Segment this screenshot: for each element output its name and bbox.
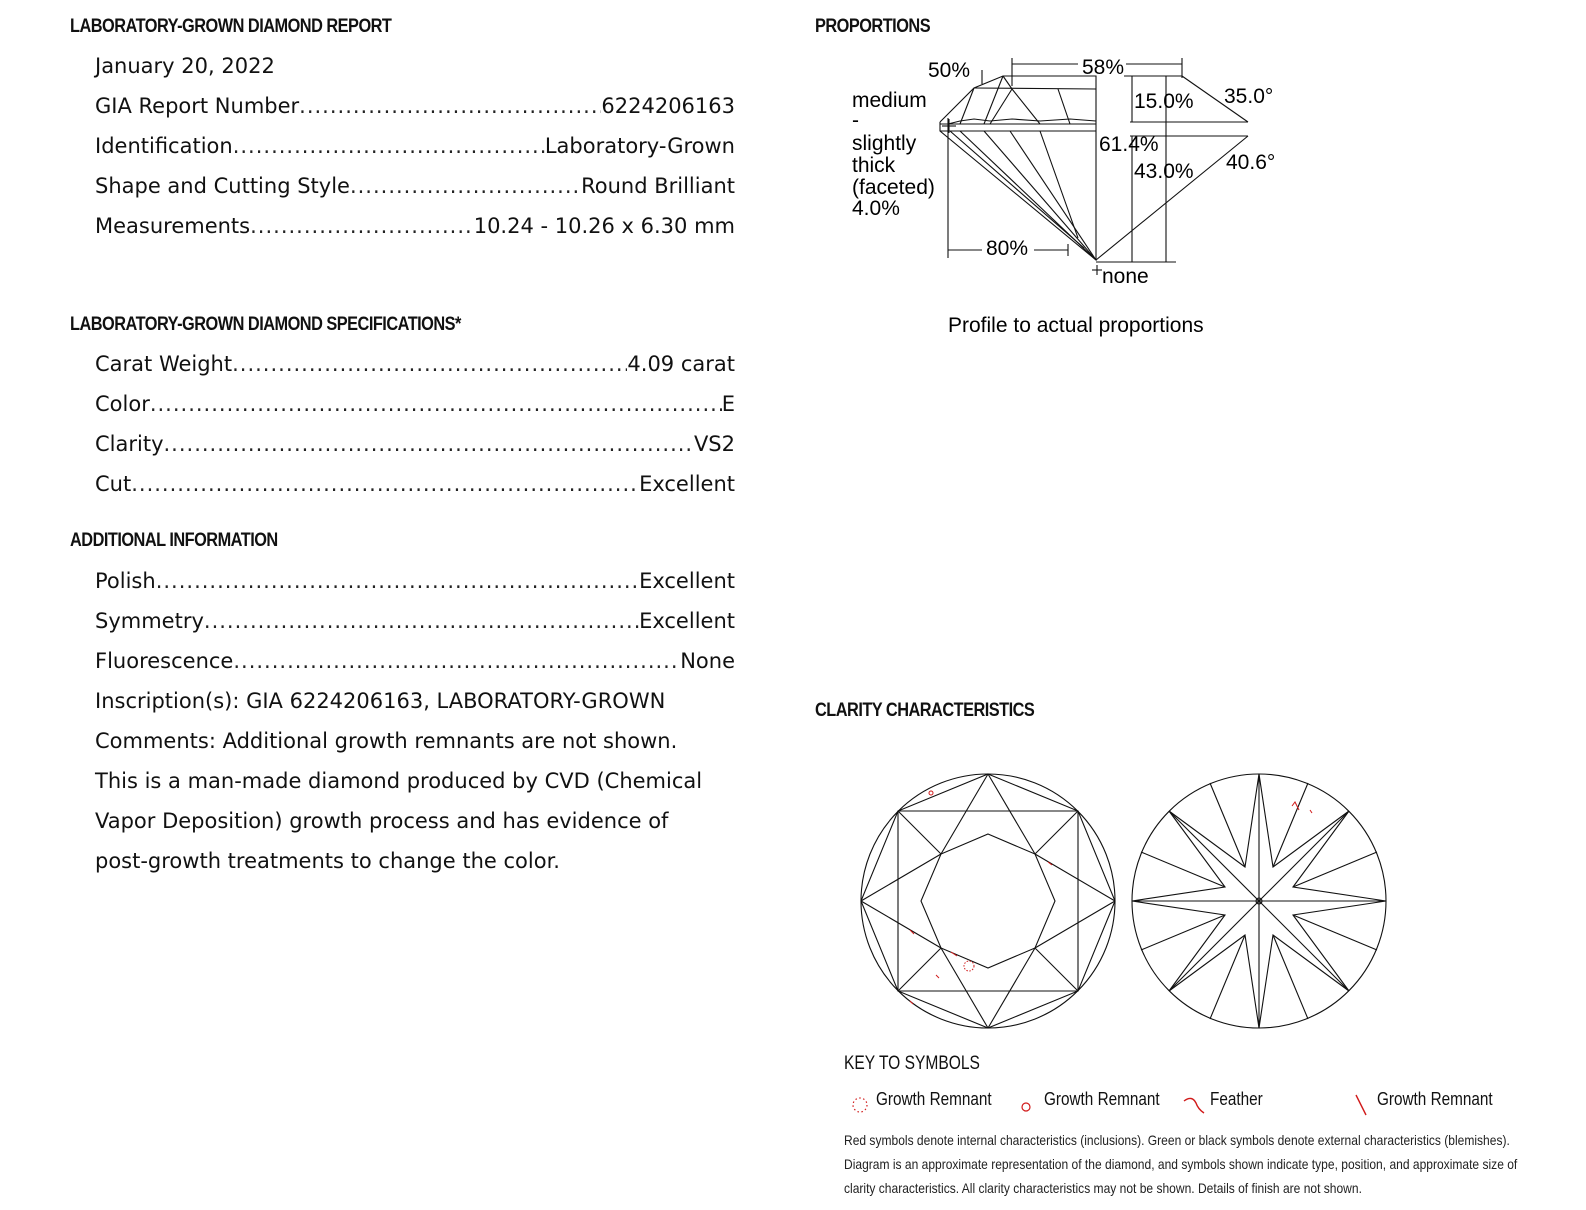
proportions-diagram xyxy=(0,0,1586,360)
pavilion-angle-label: 40.6° xyxy=(1226,151,1276,174)
slash-icon xyxy=(1352,1093,1372,1117)
leader-dots xyxy=(204,606,639,636)
row-label: Symmetry xyxy=(95,609,204,633)
footnote-line: clarity characteristics. All clarity characteristics may not be shown. Details of finish are not shown. xyxy=(844,1180,1362,1196)
row-value: None xyxy=(680,649,735,673)
growth-remnant-symbol xyxy=(936,975,939,978)
growth-remnant-symbol xyxy=(1310,810,1312,813)
crown-angle-label: 35.0° xyxy=(1224,85,1274,108)
dotted-circle-icon xyxy=(850,1095,870,1115)
key-to-symbols-title: KEY TO SYMBOLS xyxy=(844,1053,980,1074)
clarity-plot-diagrams xyxy=(840,770,1400,1040)
report-heading: LABORATORY-GROWN DIAMOND REPORT xyxy=(70,16,392,37)
key-item-label: Growth Remnant xyxy=(876,1089,992,1109)
row-label: Carat Weight xyxy=(95,352,233,376)
row-value: 10.24 - 10.26 x 6.30 mm xyxy=(473,214,735,238)
girdle-label: slightly xyxy=(852,132,917,155)
specifications-heading: LABORATORY-GROWN DIAMOND SPECIFICATIONS* xyxy=(70,314,461,335)
report-date: January 20, 2022 xyxy=(95,54,275,78)
growth-remnant-symbol xyxy=(929,791,933,795)
comments-line: post-growth treatments to change the color. xyxy=(95,849,560,873)
pavilion-depth-label: 43.0% xyxy=(1134,160,1194,183)
row-label: Clarity xyxy=(95,432,164,456)
color-row xyxy=(95,389,735,419)
key-item-label: Growth Remnant xyxy=(1044,1089,1160,1109)
row-value: Laboratory-Grown xyxy=(544,134,735,158)
row-label: Identification xyxy=(95,134,233,158)
proportions-caption: Profile to actual proportions xyxy=(948,314,1204,337)
girdle-label: medium xyxy=(852,89,927,112)
row-label: Measurements xyxy=(95,214,251,238)
leader-dots xyxy=(131,469,639,499)
comments-line: Comments: Additional growth remnants are not shown. xyxy=(95,729,678,753)
leader-dots xyxy=(156,566,639,596)
star-length-label: 50% xyxy=(928,59,971,82)
additional-heading: ADDITIONAL INFORMATION xyxy=(70,530,278,551)
row-label: Fluorescence xyxy=(95,649,234,673)
row-value: Excellent xyxy=(639,609,735,633)
girdle-label: thick xyxy=(852,154,896,177)
comments-line: Vapor Deposition) growth process and has evidence of xyxy=(95,809,669,833)
leader-dots xyxy=(164,429,694,459)
small-circle-icon xyxy=(1018,1097,1034,1113)
leader-dots xyxy=(233,646,680,676)
crown-height-label: 15.0% xyxy=(1134,90,1194,113)
footnote-line: Red symbols denote internal characteristics (inclusions). Green or black symbols denote external characteristics (blemishes). xyxy=(844,1132,1510,1148)
key-item-label: Feather xyxy=(1210,1089,1263,1109)
polish-row xyxy=(95,566,735,596)
pavilion-view-diagram xyxy=(1132,774,1386,1028)
row-value: Excellent xyxy=(639,472,735,496)
row-value: E xyxy=(721,392,735,416)
growth-remnant-symbol xyxy=(964,961,974,971)
row-value: 6224206163 xyxy=(601,94,735,118)
row-value: Excellent xyxy=(639,569,735,593)
crown-view-diagram xyxy=(861,774,1115,1028)
feather-icon xyxy=(1182,1093,1208,1115)
girdle-label: 4.0% xyxy=(852,197,900,220)
footnote-line: Diagram is an approximate representation of the diamond, and symbols shown indicate type, position, and approximate size of xyxy=(844,1156,1518,1172)
row-value: 4.09 carat xyxy=(627,352,735,376)
lower-half-label: 80% xyxy=(986,237,1029,260)
symmetry-row xyxy=(95,606,735,636)
leader-dots xyxy=(150,389,722,419)
proportions-heading: PROPORTIONS xyxy=(815,16,931,37)
comments-line: This is a man-made diamond produced by CVD (Chemical xyxy=(95,769,703,793)
row-label: Shape and Cutting Style xyxy=(95,174,350,198)
row-label: Cut xyxy=(95,472,132,496)
row-label: Color xyxy=(95,392,150,416)
fluorescence-row xyxy=(95,646,735,676)
inscription-text: Inscription(s): GIA 6224206163, LABORATORY-GROWN xyxy=(95,689,666,713)
row-label: Polish xyxy=(95,569,156,593)
cut-row xyxy=(95,469,735,499)
total-depth-label: 61.4% xyxy=(1099,133,1159,156)
table-label: 58% xyxy=(1082,56,1125,79)
row-value: VS2 xyxy=(693,432,735,456)
row-value: Round Brilliant xyxy=(581,174,735,198)
clarity-heading: CLARITY CHARACTERISTICS xyxy=(815,700,1035,721)
culet-label: none xyxy=(1102,265,1149,288)
row-label: GIA Report Number xyxy=(95,94,300,118)
clarity-row xyxy=(95,429,735,459)
girdle-label: (faceted) xyxy=(852,176,935,199)
key-item-label: Growth Remnant xyxy=(1377,1089,1493,1109)
girdle-label: - xyxy=(852,109,859,132)
